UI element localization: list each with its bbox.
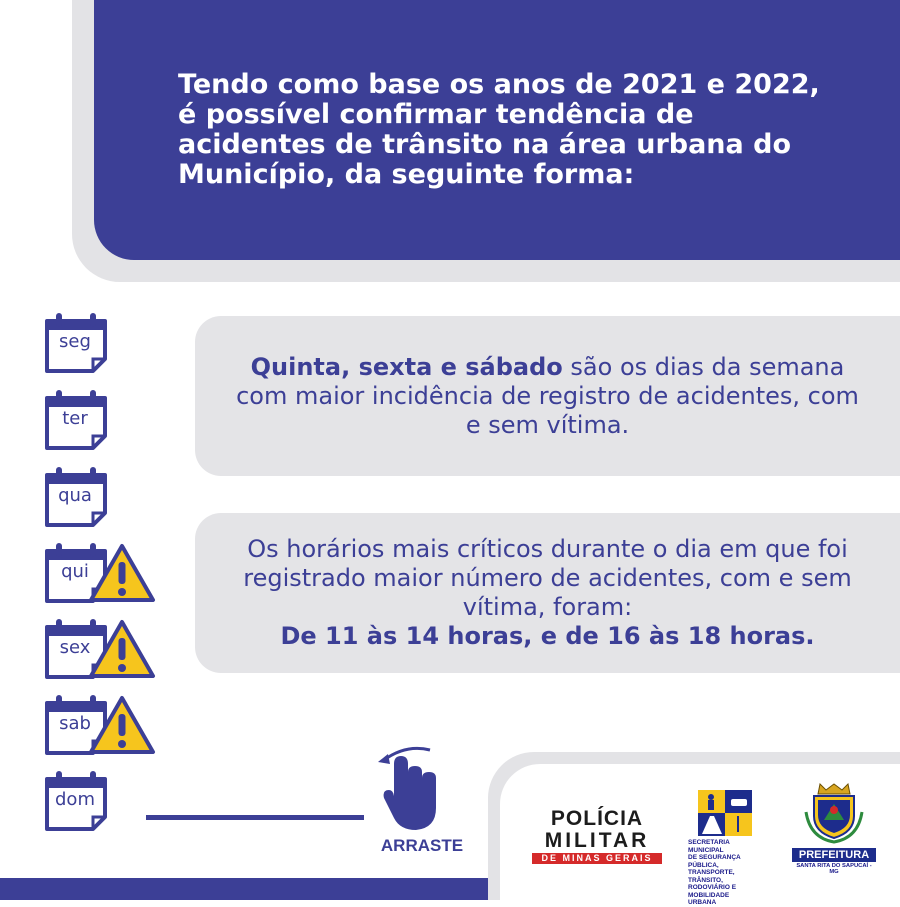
calendar-icon-qua bbox=[44, 466, 110, 528]
days-description: são os dias da semana com maior incidência de registro de acidentes, com e sem vítima. bbox=[236, 352, 859, 439]
prefeitura-logo bbox=[792, 782, 876, 875]
day-label: ter bbox=[62, 408, 88, 429]
pm-line1: POLÍCIA bbox=[550, 807, 644, 830]
secretaria-emblem bbox=[698, 790, 752, 836]
intro-text: Tendo como base os anos de 2021 e 2022, é possível confirmar tendência de acidentes de trânsito na área urbana do Município, da seguinte forma: bbox=[178, 69, 820, 190]
day-label: sex bbox=[59, 637, 91, 658]
info-card-days-text bbox=[195, 353, 900, 440]
prefeitura-name: PREFEITURA bbox=[792, 848, 876, 862]
highlight-days: Quinta, sexta e sábado bbox=[250, 352, 563, 381]
day-label: sab bbox=[59, 713, 91, 734]
calendar-icon-seg bbox=[44, 312, 110, 374]
info-card-days bbox=[195, 316, 900, 476]
footer-bar bbox=[0, 878, 496, 900]
warning-icon bbox=[88, 542, 156, 604]
pm-line3: DE MINAS GERAIS bbox=[532, 853, 662, 864]
info-card-hours-text bbox=[195, 535, 900, 651]
highlight-hours: De 11 às 14 horas, e de 16 às 18 horas. bbox=[280, 622, 815, 650]
hours-description: Os horários mais críticos durante o dia em que foi registrado maior número de acidentes, com e sem vítima, foram: bbox=[243, 535, 852, 621]
calendar-icon-dom bbox=[44, 770, 110, 832]
policia-militar-logo bbox=[532, 808, 662, 864]
secretaria-line5: URBANA bbox=[688, 899, 717, 906]
day-label: dom bbox=[55, 789, 95, 810]
day-label: qua bbox=[58, 485, 92, 506]
secretaria-line4: RODOVIÁRIO E MOBILIDADE bbox=[688, 884, 737, 899]
prefeitura-city: SANTA RITA DO SAPUCAÍ - MG bbox=[796, 863, 872, 875]
divider-line bbox=[146, 815, 364, 820]
warning-icon bbox=[88, 618, 156, 680]
swipe-label: ARRASTE bbox=[380, 836, 464, 855]
secretaria-line1: SECRETARIA MUNICIPAL bbox=[688, 839, 730, 854]
warning-icon bbox=[88, 694, 156, 756]
pm-line2: MILITAR bbox=[544, 829, 650, 852]
coat-of-arms-icon bbox=[804, 782, 864, 844]
info-card-hours bbox=[195, 513, 900, 673]
calendar-icon-ter bbox=[44, 389, 110, 451]
secretaria-line3: TRANSPORTE, TRÂNSITO, bbox=[688, 869, 735, 884]
secretaria-line2: DE SEGURANÇA PÚBLICA, bbox=[688, 854, 741, 869]
secretaria-logo bbox=[688, 790, 762, 907]
swipe-hand-icon[interactable] bbox=[372, 742, 452, 834]
day-label: seg bbox=[59, 331, 91, 352]
day-label: qui bbox=[61, 561, 89, 582]
